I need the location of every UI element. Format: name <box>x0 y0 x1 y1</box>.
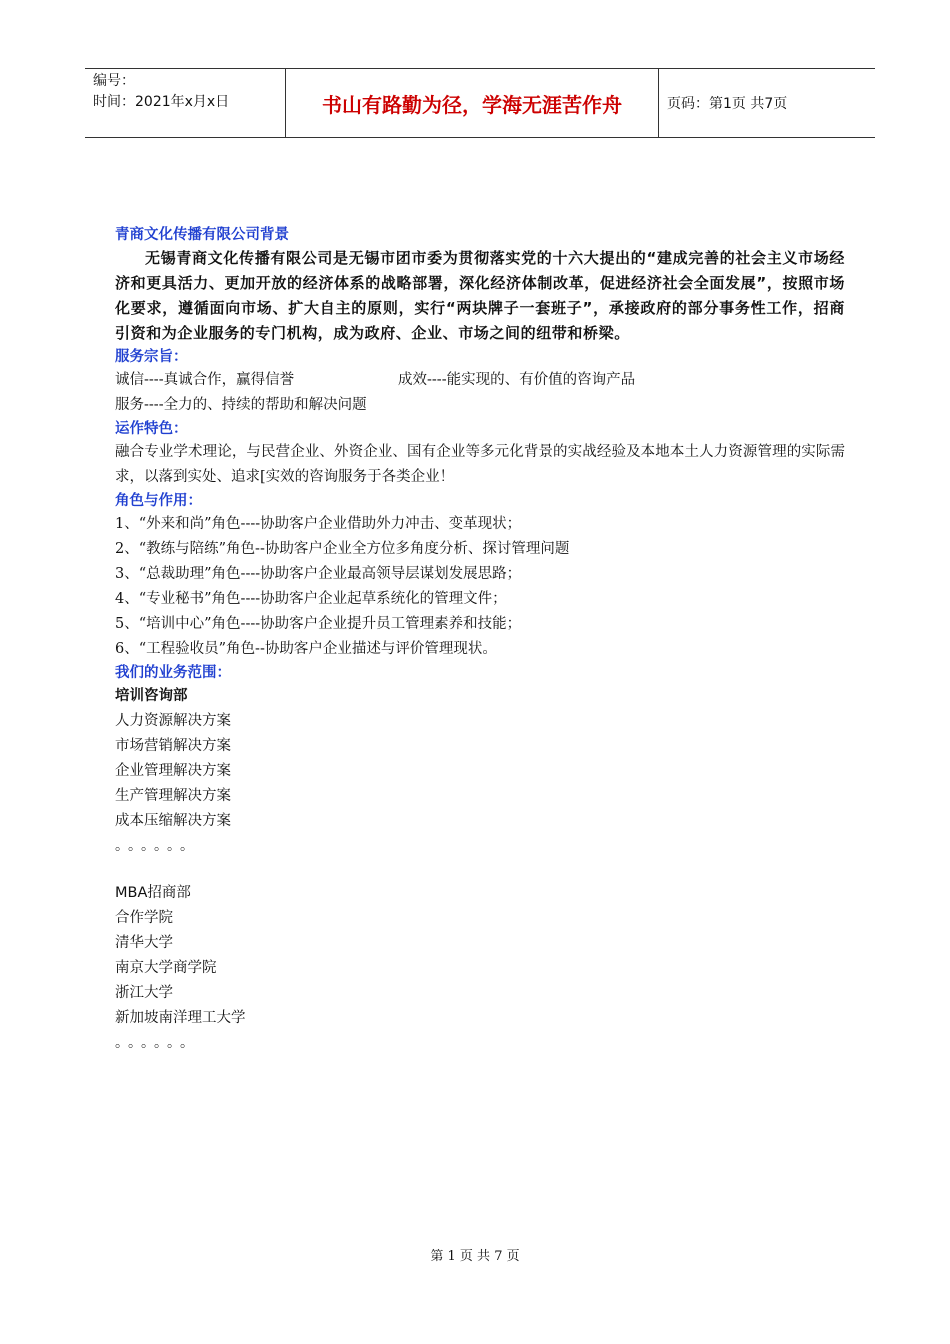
company-intro: 无锡青商文化传播有限公司是无锡市团市委为贯彻落实党的十六大提出的“建成完善的社会主义市场经济和更具活力、更加开放的经济体系的战略部署，深化经济体制改革，促进经济社会全面发展”，按照市场化要求，遵循面向市场、扩大自主的原则，实行“两块牌子一套班子”，承接政府的部分事务性工作，招商引资和为企业服务的专门机构，成为政府、企业、市场之间的纽带和桥梁。 <box>115 249 845 342</box>
mba-item: 合作学院 <box>115 910 173 926</box>
mba-item: 清华大学 <box>115 935 173 951</box>
doc-time-label: 时间：2021年x月x日 <box>93 94 230 110</box>
operation-text: 融合专业学术理论，与民营企业、外资企业、国有企业等多元化背景的实战经验及本地本土人力资源管理的实际需求，以落到实处、追求[实效的咨询服务于各类企业！ <box>115 444 845 485</box>
document-body <box>115 224 845 1056</box>
mba-item: 南京大学商学院 <box>115 960 217 976</box>
training-item: 企业管理解决方案 <box>115 763 231 779</box>
training-dept-title: 培训咨询部 <box>115 688 188 704</box>
header-table <box>85 68 875 138</box>
role-item: 1、“外来和尚”角色----协助客户企业借助外力冲击、变革现状； <box>115 516 522 532</box>
role-item: 6、“工程验收员”角色--协助客户企业描述与评价管理现状。 <box>115 641 497 657</box>
role-item: 3、“总裁助理”角色----协助客户企业最高领导层谋划发展思路； <box>115 566 522 582</box>
operation-heading: 运作特色： <box>115 421 188 437</box>
training-ellipsis: 。。。。。。 <box>115 838 200 854</box>
business-heading: 我们的业务范围： <box>115 665 231 681</box>
training-item: 市场营销解决方案 <box>115 738 231 754</box>
role-item: 2、“教练与陪练”角色--协助客户企业全方位多角度分析、探讨管理问题 <box>115 541 570 557</box>
training-item: 成本压缩解决方案 <box>115 813 231 829</box>
header-meta <box>85 69 286 137</box>
roles-heading: 角色与作用： <box>115 493 202 509</box>
page-footer: 第 1 页 共 7 页 <box>430 1249 520 1264</box>
company-title: 青商文化传播有限公司背景 <box>115 227 289 243</box>
training-item: 生产管理解决方案 <box>115 788 231 804</box>
role-item: 5、“培训中心”角色----协助客户企业提升员工管理素养和技能； <box>115 616 522 632</box>
header-page-label: 页码：第1页 共7页 <box>667 96 788 112</box>
mba-item: 浙江大学 <box>115 985 173 1001</box>
mba-dept-title: MBA招商部 <box>115 885 191 901</box>
service-heading: 服务宗旨： <box>115 349 188 365</box>
doc-number-label: 编号： <box>93 73 135 89</box>
training-item: 人力资源解决方案 <box>115 713 231 729</box>
header-motto: 书山有路勤为径，学海无涯苦作舟 <box>286 69 659 137</box>
mba-ellipsis: 。。。。。。 <box>115 1035 200 1051</box>
role-item: 4、“专业秘书”角色----协助客户企业起草系统化的管理文件； <box>115 591 507 607</box>
service-item: 成效----能实现的、有价值的咨询产品 <box>398 372 636 388</box>
service-item: 服务----全力的、持续的帮助和解决问题 <box>115 397 367 413</box>
mba-item: 新加坡南洋理工大学 <box>115 1010 246 1026</box>
service-item: 诚信----真诚合作，赢得信誉 <box>115 372 295 388</box>
service-row <box>115 368 845 393</box>
